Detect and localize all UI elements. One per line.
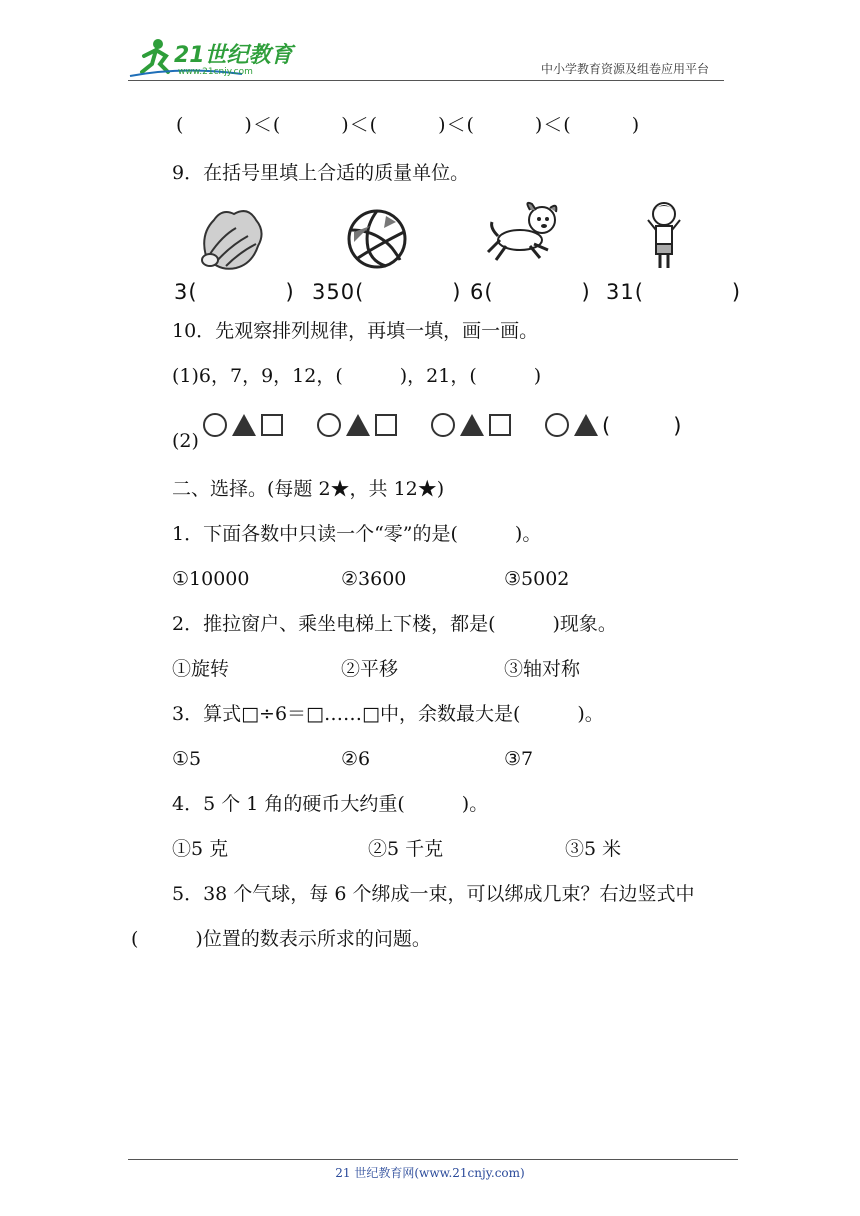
square-shape [262, 415, 282, 435]
s2-q2-option-1: ①旋转 [172, 658, 230, 680]
s2-q3-option-3: ③7 [504, 748, 534, 770]
pattern-group [202, 412, 294, 438]
comparison-blanks: ( )＜( )＜( )＜( )＜( ) [176, 114, 641, 136]
q9-item-cabbage: 3( ) [174, 280, 295, 304]
s2-q2-option-3: ③轴对称 [504, 658, 581, 680]
s2-q1-prompt: 1．下面各数中只读一个“零”的是( )。 [172, 523, 542, 545]
s2-q3-option-1: ①5 [172, 748, 202, 770]
s2-q3-option-2: ②6 [341, 748, 371, 770]
circle-shape [432, 414, 454, 436]
s2-q4-option-1: ①5 克 [172, 838, 229, 860]
square-shape [376, 415, 396, 435]
header-tagline: 中小学教育资源及组卷应用平台 [541, 62, 710, 76]
cabbage-icon [196, 206, 266, 276]
s2-q4-option-3: ③5 米 [565, 838, 622, 860]
volleyball-icon [346, 208, 408, 274]
triangle-shape [346, 414, 370, 436]
footer-divider [128, 1159, 738, 1160]
pattern-group [316, 412, 408, 438]
s2-q5-prompt-line1: 5．38 个气球，每 6 个绑成一束，可以绑成几束？右边竖式中 [172, 883, 695, 905]
q10-part2-label: (2) [172, 430, 199, 452]
s2-q2-prompt: 2．推拉窗户、乘坐电梯上下楼，都是( )现象。 [172, 613, 617, 635]
triangle-shape [460, 414, 484, 436]
header-divider [128, 80, 724, 81]
s2-q1-option-3: ③5002 [504, 568, 570, 590]
s2-q2-option-2: ②平移 [341, 658, 399, 680]
pattern-group [544, 412, 604, 438]
site-logo [122, 36, 297, 80]
triangle-shape [574, 414, 598, 436]
s2-q4-prompt: 4．5 个 1 角的硬币大约重( )。 [172, 793, 489, 815]
q9-prompt: 9．在括号里填上合适的质量单位。 [172, 162, 470, 184]
s2-q1-option-1: ①10000 [172, 568, 250, 590]
q10-prompt: 10．先观察排列规律，再填一填，画一画。 [172, 320, 539, 342]
s2-q5-prompt-line2: ( )位置的数表示所求的问题。 [131, 928, 431, 950]
footer-site-text: 21 世纪教育网(www.21cnjy.com) [335, 1166, 525, 1180]
s2-q4-option-2: ②5 千克 [368, 838, 444, 860]
s2-q3-prompt: 3．算式□÷6＝□……□中，余数最大是( )。 [172, 703, 604, 725]
puppy-icon [486, 200, 562, 274]
circle-shape [318, 414, 340, 436]
logo-url: www.21cnjy.com [178, 67, 253, 77]
s2-q1-option-2: ②3600 [341, 568, 407, 590]
circle-shape [546, 414, 568, 436]
q10-part2-blank: ( ) [602, 414, 682, 438]
girl-icon [644, 200, 684, 276]
square-shape [490, 415, 510, 435]
q10-part1: (1)6，7，9，12，( )，21，( ) [172, 365, 542, 387]
section2-heading: 二、选择。(每题 2★，共 12★) [172, 478, 445, 500]
triangle-shape [232, 414, 256, 436]
pattern-group [430, 412, 522, 438]
logo-text: 21世纪教育 [174, 43, 293, 68]
q9-item-puppy: 6( ) [470, 280, 591, 304]
q9-item-volleyball: 350( ) [312, 280, 462, 304]
q9-item-girl: 31( ) [606, 280, 742, 304]
circle-shape [204, 414, 226, 436]
